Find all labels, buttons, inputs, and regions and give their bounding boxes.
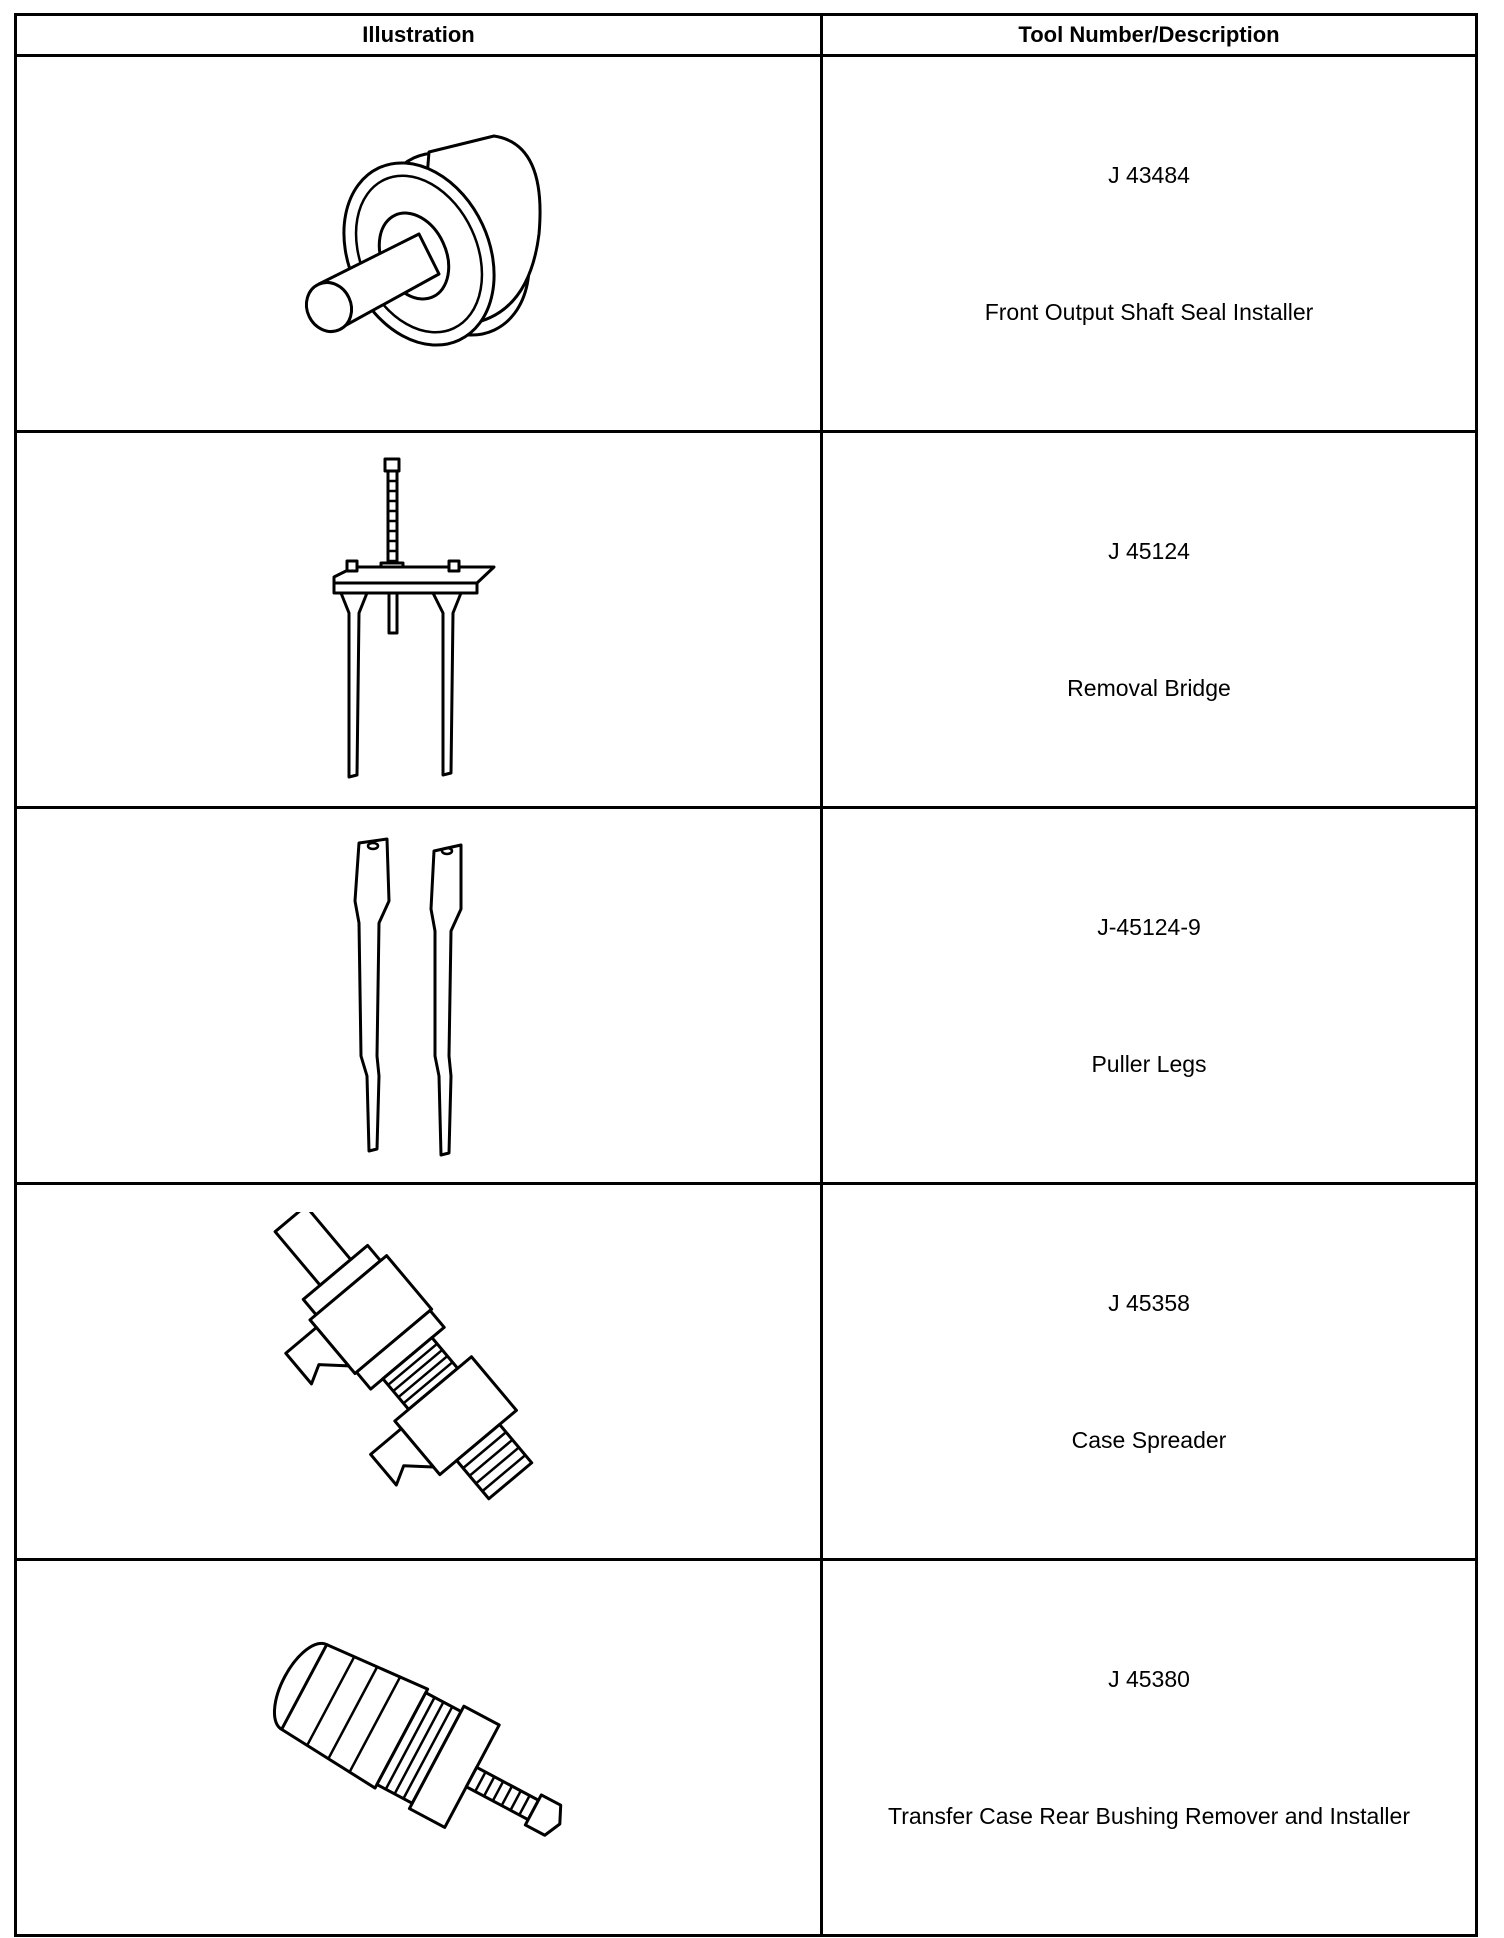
tool-number: J 45124 xyxy=(1108,537,1190,564)
illustration-cell xyxy=(16,808,822,1184)
bushing-remover-installer-icon xyxy=(249,1618,589,1878)
tool-description-cell xyxy=(822,56,1477,432)
tool-column-header: Tool Number/Description xyxy=(822,15,1477,56)
illustration-column-header: Illustration xyxy=(16,15,822,56)
tool-description: Front Output Shaft Seal Installer xyxy=(984,298,1314,325)
tool-description: Puller Legs xyxy=(1091,1050,1207,1077)
table-header-row xyxy=(16,15,1477,56)
table-row xyxy=(16,56,1477,432)
special-tools-table xyxy=(14,13,1478,1937)
seal-installer-icon xyxy=(279,124,559,364)
tool-description: Removal Bridge xyxy=(1067,674,1231,701)
tool-number: J-45124-9 xyxy=(1097,913,1201,940)
case-spreader-icon xyxy=(259,1212,579,1532)
table-row xyxy=(16,432,1477,808)
tool-number: J 45358 xyxy=(1108,1289,1190,1316)
table-row xyxy=(16,1184,1477,1560)
illustration-cell xyxy=(16,1560,822,1936)
puller-legs-icon xyxy=(339,831,499,1161)
removal-bridge-icon xyxy=(319,455,519,785)
tool-number: J 45380 xyxy=(1108,1665,1190,1692)
tool-description-cell xyxy=(822,1184,1477,1560)
table-row xyxy=(16,1560,1477,1936)
illustration-cell xyxy=(16,432,822,808)
table-row xyxy=(16,808,1477,1184)
tool-description-cell xyxy=(822,808,1477,1184)
tool-number: J 43484 xyxy=(1108,161,1190,188)
illustration-cell xyxy=(16,56,822,432)
tool-description-cell xyxy=(822,432,1477,808)
tool-description: Case Spreader xyxy=(1071,1426,1227,1453)
illustration-cell xyxy=(16,1184,822,1560)
tool-description: Transfer Case Rear Bushing Remover and Installer xyxy=(888,1802,1410,1829)
tool-description-cell xyxy=(822,1560,1477,1936)
